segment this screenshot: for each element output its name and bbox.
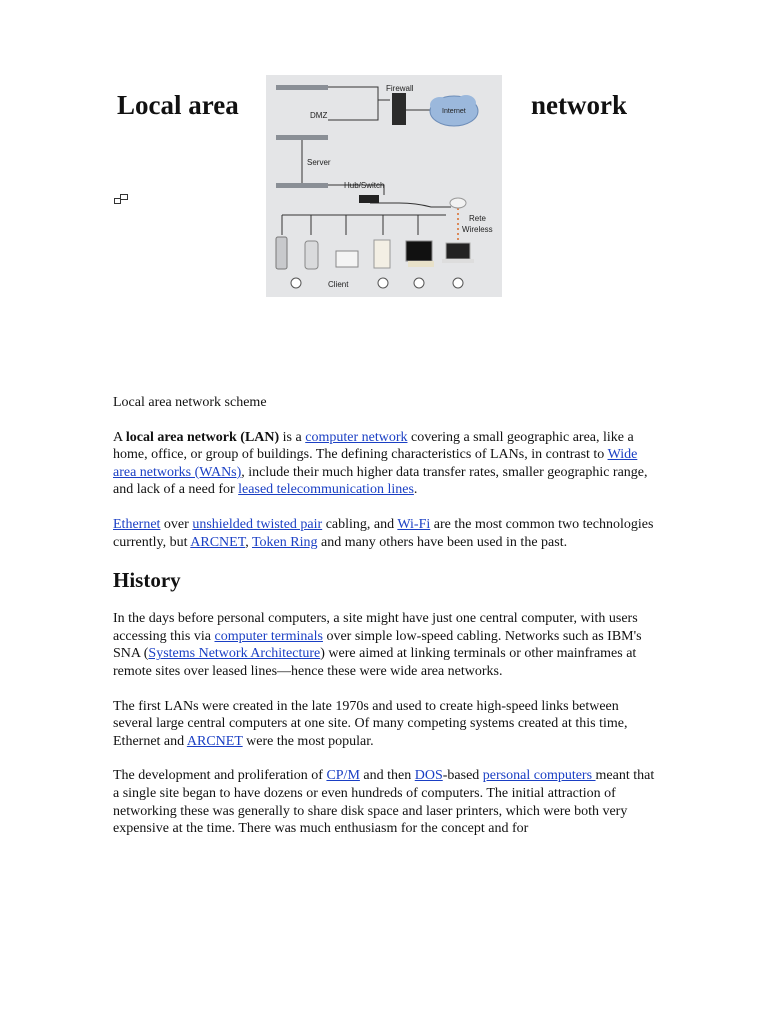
link-arcnet-history[interactable]: ARCNET xyxy=(186,733,243,749)
client-label: Client xyxy=(328,280,349,289)
text-span: A xyxy=(113,429,126,445)
internet-label: Internet xyxy=(442,108,466,115)
client-devices-icons xyxy=(276,237,474,269)
wireless-access-point-icon xyxy=(450,198,466,208)
text-span: and then xyxy=(359,768,415,784)
firewall-icon xyxy=(392,93,406,125)
lan-diagram-image xyxy=(266,75,502,297)
link-computer-terminals[interactable]: computer terminals xyxy=(214,628,323,644)
history-paragraph-1 xyxy=(113,610,661,680)
text-span: and many others have been used in the past. xyxy=(317,534,568,550)
hub-switch-icon xyxy=(359,195,379,203)
link-arcnet[interactable]: ARCNET xyxy=(190,534,246,550)
history-heading: History xyxy=(113,568,181,593)
wireless-label-2: Wireless xyxy=(462,225,493,234)
page-title-right: network xyxy=(531,90,627,120)
image-placeholder-icon[interactable] xyxy=(114,194,128,205)
link-cp-m[interactable]: CP/M xyxy=(326,768,360,784)
link-computer-network[interactable]: computer network xyxy=(305,429,408,445)
technologies-paragraph xyxy=(113,516,661,551)
text-span: . xyxy=(413,482,418,498)
link-ethernet[interactable]: Ethernet xyxy=(113,516,161,532)
text-span: The development and proliferation of xyxy=(113,768,327,784)
lan-term-bold: local area network (LAN) xyxy=(125,429,280,445)
text-span: over simple low-speed cabling. Networks such as IBM's SNA ( xyxy=(113,628,642,662)
text-span: is a xyxy=(279,429,306,445)
text-span: were the most popular. xyxy=(242,733,374,749)
text-span: cabling, and xyxy=(322,516,398,532)
article-body xyxy=(113,394,661,855)
image-caption: Local area network scheme xyxy=(113,395,267,410)
link-token-ring[interactable]: Token Ring xyxy=(251,534,318,550)
text-span: are the most common two technologies currently, but xyxy=(113,516,654,550)
wireless-label-1: Rete xyxy=(469,214,486,223)
text-span: meant that a single site began to have dozens or even hundreds of computers. The initial attraction of networking these was generally to share disk space and laser printers, which were both very expensive at the time. There was much enthusiasm for the concept and for xyxy=(113,768,655,837)
intro-paragraph xyxy=(113,429,661,499)
dmz-label: DMZ xyxy=(310,111,328,120)
page-title-left: Local area xyxy=(117,90,239,120)
link-personal-computers[interactable]: personal computers xyxy=(482,768,596,784)
firewall-label: Firewall xyxy=(386,84,414,93)
server-label: Server xyxy=(307,158,331,167)
history-paragraph-3 xyxy=(113,767,661,837)
hub-switch-label: Hub/Switch xyxy=(344,181,385,190)
text-span: over xyxy=(160,516,193,532)
text-span: -based xyxy=(442,768,483,784)
link-unshielded-twisted-pair[interactable]: unshielded twisted pair xyxy=(192,516,323,532)
text-span: covering a small geographic area, like a home, office, or group of buildings. The defining characteristics of LANs, in contrast to xyxy=(113,429,634,463)
link-dos[interactable]: DOS xyxy=(414,768,443,784)
text-span: In the days before personal computers, a site might have just one central computer, with users accessing this via xyxy=(113,611,638,644)
link-systems-network-architecture[interactable]: Systems Network Architecture xyxy=(148,646,321,662)
link-wi-fi[interactable]: Wi-Fi xyxy=(397,516,431,532)
link-leased-telecommunication-lines[interactable]: leased telecommunication lines xyxy=(238,482,414,498)
text-span: , xyxy=(245,534,252,550)
text-span: ) were aimed at linking terminals or other mainframes at remote sites over leased lines—hence these were wide area networks. xyxy=(113,646,637,679)
text-span: The first LANs were created in the late 1970s and used to create high-speed links between several large central computers at one site. Of many competing systems created at this time, Ethernet and xyxy=(113,698,628,749)
text-span: , include their much higher data transfer rates, smaller geographic range, and lack of a need for xyxy=(113,464,648,498)
link-wide-area-networks[interactable]: Wide area networks (WANs) xyxy=(113,447,638,480)
os-logos-icons xyxy=(291,278,463,288)
history-paragraph-2 xyxy=(113,698,661,751)
